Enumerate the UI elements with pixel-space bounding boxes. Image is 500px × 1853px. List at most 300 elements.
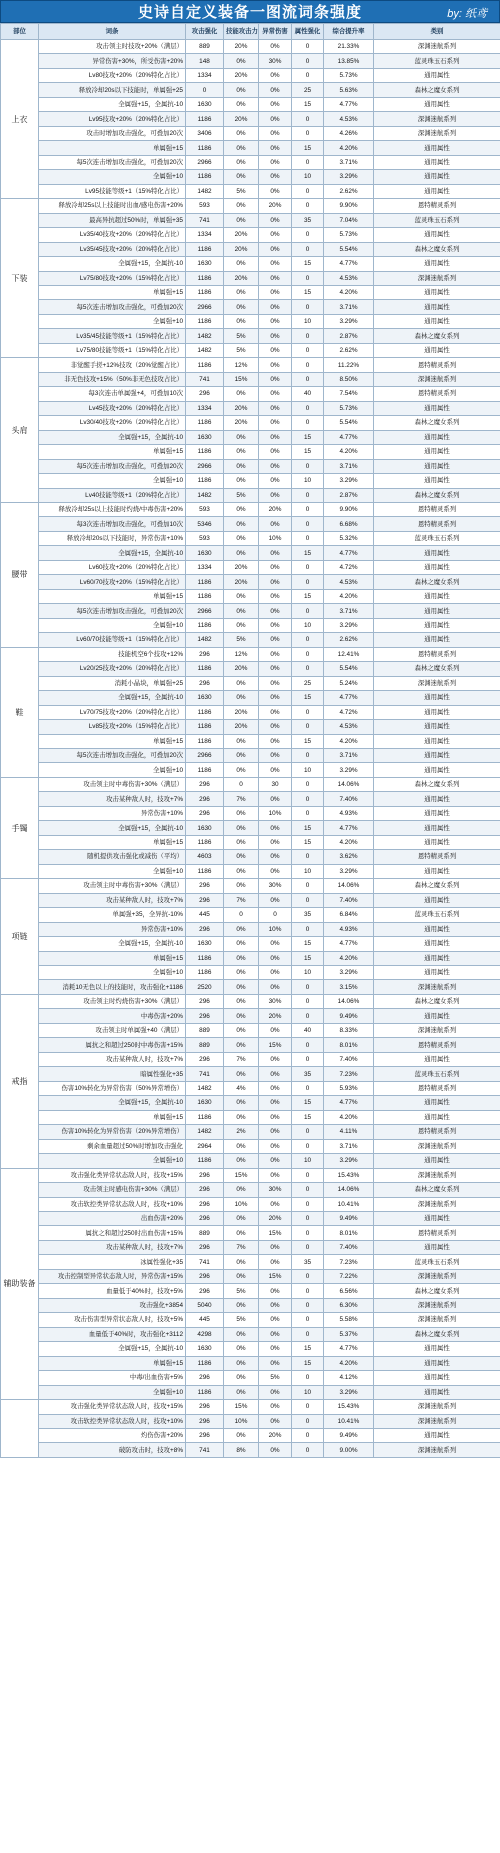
atk-cell: 296	[186, 676, 224, 690]
status-cell: 20%	[259, 1009, 292, 1023]
atk-cell: 1186	[186, 314, 224, 328]
atk-cell: 1186	[186, 285, 224, 299]
status-cell: 10%	[259, 922, 292, 936]
atk-cell: 445	[186, 908, 224, 922]
table-row	[1, 285, 500, 299]
status-cell: 0%	[259, 763, 292, 777]
table-row	[1, 879, 500, 893]
element-cell: 0	[292, 242, 324, 256]
gain-cell: 3.29%	[324, 763, 374, 777]
status-cell: 0%	[259, 560, 292, 574]
atk-cell: 741	[186, 1255, 224, 1269]
affix-cell: 释放冷却20s以下技能时，异常伤害+10%	[39, 531, 186, 545]
affix-cell: 破防攻击时，技攻+8%	[39, 1443, 186, 1457]
atk-cell: 1630	[186, 937, 224, 951]
category-cell: 森林之魔女系列	[374, 994, 500, 1008]
gain-cell: 5.58%	[324, 1313, 374, 1327]
status-cell: 0	[259, 908, 292, 922]
gain-cell: 4.53%	[324, 271, 374, 285]
atk-cell: 296	[186, 387, 224, 401]
affix-cell: 释放冷却20s以下技能时，单属强+25	[39, 83, 186, 97]
element-cell: 15	[292, 1096, 324, 1110]
category-cell: 森林之魔女系列	[374, 488, 500, 502]
status-cell: 0%	[259, 1255, 292, 1269]
slot-cell: 辅助装备	[1, 1168, 39, 1400]
gain-cell: 4.20%	[324, 1356, 374, 1370]
element-cell: 15	[292, 445, 324, 459]
affix-cell: 全属强+10	[39, 1385, 186, 1399]
table-row	[1, 1298, 500, 1312]
gain-cell: 3.71%	[324, 300, 374, 314]
atk-cell: 296	[186, 1197, 224, 1211]
atk-cell: 1186	[186, 864, 224, 878]
atk-cell: 296	[186, 1284, 224, 1298]
category-cell: 通用属性	[374, 68, 500, 82]
element-cell: 25	[292, 676, 324, 690]
sheet-title: 史诗自定义装备一图流词条强度	[137, 4, 362, 21]
skill-cell: 0%	[224, 1154, 259, 1168]
slot-cell: 手镯	[1, 777, 39, 878]
element-cell: 0	[292, 1211, 324, 1225]
affix-cell: Lv75/80技能等级+1（15%特化占比）	[39, 343, 186, 357]
table-row	[1, 763, 500, 777]
status-cell: 0%	[259, 40, 292, 54]
element-cell: 15	[292, 546, 324, 560]
skill-cell: 0%	[224, 199, 259, 213]
affix-cell: 异常伤害+10%	[39, 922, 186, 936]
table-row	[1, 589, 500, 603]
skill-cell: 12%	[224, 358, 259, 372]
table-row	[1, 1211, 500, 1225]
atk-cell: 2966	[186, 604, 224, 618]
table-row	[1, 1269, 500, 1283]
category-cell: 通用属性	[374, 1429, 500, 1443]
gain-cell: 14.06%	[324, 1183, 374, 1197]
affix-cell: 全属强+10	[39, 314, 186, 328]
skill-cell: 0%	[224, 1009, 259, 1023]
table-row	[1, 1023, 500, 1037]
status-cell: 0%	[259, 1385, 292, 1399]
table-row	[1, 850, 500, 864]
element-cell: 0	[292, 850, 324, 864]
atk-cell: 1186	[186, 835, 224, 849]
table-row	[1, 517, 500, 531]
affix-cell: 攻击领主时中毒伤害+30%（满层）	[39, 879, 186, 893]
table-row	[1, 676, 500, 690]
gain-cell: 9.90%	[324, 503, 374, 517]
status-cell: 0%	[259, 141, 292, 155]
gain-cell: 3.71%	[324, 459, 374, 473]
category-cell: 通用属性	[374, 1154, 500, 1168]
status-cell: 0%	[259, 1298, 292, 1312]
atk-cell: 1186	[186, 358, 224, 372]
affix-cell: 非无色技攻+15%（50%非无色技攻占比）	[39, 372, 186, 386]
table-row	[1, 604, 500, 618]
affix-cell: 攻击领主时灼烧伤害+30%（满层）	[39, 994, 186, 1008]
status-cell: 30%	[259, 879, 292, 893]
gain-cell: 6.30%	[324, 1298, 374, 1312]
status-cell: 0%	[259, 980, 292, 994]
skill-cell: 20%	[224, 416, 259, 430]
element-cell: 15	[292, 835, 324, 849]
affix-cell: 全属强+10	[39, 170, 186, 184]
table-row	[1, 401, 500, 415]
element-cell: 15	[292, 285, 324, 299]
status-cell: 0%	[259, 488, 292, 502]
skill-cell: 0%	[224, 445, 259, 459]
gain-cell: 5.93%	[324, 1081, 374, 1095]
skill-cell: 0%	[224, 285, 259, 299]
category-cell: 深渊迷航系列	[374, 40, 500, 54]
skill-cell: 0%	[224, 763, 259, 777]
category-cell: 深渊迷航系列	[374, 1023, 500, 1037]
atk-cell: 1482	[186, 1081, 224, 1095]
atk-cell: 1186	[186, 141, 224, 155]
gain-cell: 5.54%	[324, 662, 374, 676]
table-row	[1, 1067, 500, 1081]
skill-cell: 0%	[224, 170, 259, 184]
atk-cell: 889	[186, 1038, 224, 1052]
table-row	[1, 488, 500, 502]
skill-cell: 5%	[224, 633, 259, 647]
affix-cell: 单属强+15	[39, 445, 186, 459]
category-cell: 通用属性	[374, 430, 500, 444]
skill-cell: 5%	[224, 184, 259, 198]
gain-cell: 14.06%	[324, 879, 374, 893]
status-cell: 15%	[259, 1038, 292, 1052]
table-row	[1, 1400, 500, 1414]
category-cell: 森林之魔女系列	[374, 83, 500, 97]
atk-cell: 1630	[186, 430, 224, 444]
status-cell: 0%	[259, 1081, 292, 1095]
category-cell: 深渊迷航系列	[374, 126, 500, 140]
atk-cell: 1334	[186, 401, 224, 415]
skill-cell: 0%	[224, 821, 259, 835]
skill-cell: 0%	[224, 1139, 259, 1153]
status-cell: 0%	[259, 343, 292, 357]
element-cell: 15	[292, 691, 324, 705]
table-row	[1, 387, 500, 401]
table-row	[1, 40, 500, 54]
status-cell: 0%	[259, 575, 292, 589]
element-cell: 0	[292, 54, 324, 68]
table-row	[1, 1371, 500, 1385]
element-cell: 0	[292, 1038, 324, 1052]
atk-cell: 1186	[186, 662, 224, 676]
skill-cell: 5%	[224, 1313, 259, 1327]
category-cell: 通用属性	[374, 1342, 500, 1356]
status-cell: 0%	[259, 445, 292, 459]
header-row	[1, 24, 500, 40]
gain-cell: 3.71%	[324, 604, 374, 618]
affix-cell: 单属强+15	[39, 1110, 186, 1124]
table-row	[1, 1240, 500, 1254]
category-cell: 通用属性	[374, 691, 500, 705]
gain-cell: 4.77%	[324, 937, 374, 951]
affix-cell: 攻击强化+3854	[39, 1298, 186, 1312]
element-cell: 0	[292, 1443, 324, 1457]
affix-cell: Lv35/45技能等级+1（15%特化占比）	[39, 329, 186, 343]
skill-cell: 0%	[224, 155, 259, 169]
element-cell: 0	[292, 184, 324, 198]
affix-cell: 伤害10%转化为异常伤害（20%异常增伤）	[39, 1125, 186, 1139]
element-cell: 25	[292, 83, 324, 97]
atk-cell: 1630	[186, 1342, 224, 1356]
table-row	[1, 314, 500, 328]
element-cell: 10	[292, 966, 324, 980]
atk-cell: 593	[186, 199, 224, 213]
category-cell: 通用属性	[374, 474, 500, 488]
category-cell: 通用属性	[374, 184, 500, 198]
status-cell: 15%	[259, 1269, 292, 1283]
skill-cell: 5%	[224, 1284, 259, 1298]
status-cell: 0%	[259, 676, 292, 690]
gain-cell: 5.24%	[324, 676, 374, 690]
affix-cell: 全属强+10	[39, 966, 186, 980]
skill-cell: 20%	[224, 575, 259, 589]
category-cell: 通用属性	[374, 720, 500, 734]
gain-cell: 7.40%	[324, 792, 374, 806]
skill-cell: 20%	[224, 40, 259, 54]
element-cell: 0	[292, 1081, 324, 1095]
table-row	[1, 835, 500, 849]
status-cell: 0%	[259, 792, 292, 806]
status-cell: 0%	[259, 228, 292, 242]
status-cell: 20%	[259, 199, 292, 213]
atk-cell: 1186	[186, 589, 224, 603]
affix-cell: Lv80技攻+20%（20%特化占比）	[39, 68, 186, 82]
atk-cell: 2966	[186, 459, 224, 473]
category-cell: 蓝灵珠玉石系列	[374, 1255, 500, 1269]
affix-cell: 异常伤害+10%	[39, 806, 186, 820]
atk-cell: 741	[186, 1067, 224, 1081]
atk-cell: 1630	[186, 257, 224, 271]
element-cell: 40	[292, 1023, 324, 1037]
skill-cell: 0%	[224, 1342, 259, 1356]
atk-cell: 148	[186, 54, 224, 68]
affix-cell: 每5次连击增加攻击强化，可叠加20次	[39, 748, 186, 762]
gain-cell: 3.29%	[324, 1385, 374, 1399]
element-cell: 0	[292, 647, 324, 661]
element-cell: 35	[292, 1255, 324, 1269]
table-row	[1, 1385, 500, 1399]
element-cell: 0	[292, 300, 324, 314]
skill-cell: 0%	[224, 126, 259, 140]
element-cell: 0	[292, 720, 324, 734]
gain-cell: 10.41%	[324, 1197, 374, 1211]
affix-cell: 攻击领主时单属强+40（满层）	[39, 1023, 186, 1037]
atk-cell: 296	[186, 1371, 224, 1385]
category-cell: 深渊迷航系列	[374, 676, 500, 690]
category-cell: 通用属性	[374, 170, 500, 184]
status-cell: 0%	[259, 271, 292, 285]
affix-cell: 全属强+15，全属抗-10	[39, 546, 186, 560]
table-row	[1, 966, 500, 980]
table-row	[1, 1096, 500, 1110]
skill-cell: 0%	[224, 1385, 259, 1399]
category-cell: 深渊迷航系列	[374, 1269, 500, 1283]
element-cell: 0	[292, 488, 324, 502]
gain-cell: 4.12%	[324, 1371, 374, 1385]
slot-cell: 项链	[1, 879, 39, 995]
element-cell: 0	[292, 1284, 324, 1298]
skill-cell: 20%	[224, 560, 259, 574]
affix-cell: 中毒/出血伤害+5%	[39, 1371, 186, 1385]
status-cell: 30%	[259, 994, 292, 1008]
affix-cell: 全属强+15，全属抗-10	[39, 1096, 186, 1110]
status-cell: 0%	[259, 748, 292, 762]
status-cell: 0%	[259, 1400, 292, 1414]
category-cell: 恩特精灵系列	[374, 850, 500, 864]
atk-cell: 296	[186, 1429, 224, 1443]
skill-cell: 0%	[224, 387, 259, 401]
atk-cell: 2966	[186, 155, 224, 169]
status-cell: 0%	[259, 1110, 292, 1124]
status-cell: 0%	[259, 329, 292, 343]
status-cell: 0%	[259, 257, 292, 271]
atk-cell: 0	[186, 83, 224, 97]
gain-cell: 4.77%	[324, 430, 374, 444]
atk-cell: 3406	[186, 126, 224, 140]
element-cell: 0	[292, 155, 324, 169]
gain-cell: 7.54%	[324, 387, 374, 401]
category-cell: 通用属性	[374, 1385, 500, 1399]
affix-cell: 全属强+15，全属抗-10	[39, 97, 186, 111]
element-cell: 40	[292, 387, 324, 401]
category-cell: 通用属性	[374, 1009, 500, 1023]
gain-cell: 8.01%	[324, 1226, 374, 1240]
atk-cell: 1334	[186, 68, 224, 82]
element-cell: 10	[292, 763, 324, 777]
table-row	[1, 575, 500, 589]
table-row	[1, 1183, 500, 1197]
gain-cell: 8.33%	[324, 1023, 374, 1037]
slot-cell: 上衣	[1, 40, 39, 199]
table-row	[1, 1139, 500, 1153]
atk-cell: 1186	[186, 705, 224, 719]
category-cell: 深渊迷航系列	[374, 1313, 500, 1327]
affix-cell: 每5次连击增加攻击强化，可叠加20次	[39, 300, 186, 314]
skill-cell: 0%	[224, 1269, 259, 1283]
gain-cell: 3.29%	[324, 474, 374, 488]
element-cell: 0	[292, 633, 324, 647]
skill-cell: 0%	[224, 966, 259, 980]
atk-cell: 296	[186, 1168, 224, 1182]
affix-cell: 释放冷却25s以上技能时出血/感电伤害+20%	[39, 199, 186, 213]
skill-cell: 0%	[224, 937, 259, 951]
category-cell: 森林之魔女系列	[374, 329, 500, 343]
skill-cell: 0%	[224, 734, 259, 748]
gain-cell: 15.43%	[324, 1400, 374, 1414]
gain-cell: 3.29%	[324, 314, 374, 328]
table-row	[1, 531, 500, 545]
affix-cell: 全属强+15，全属抗-10	[39, 257, 186, 271]
element-cell: 0	[292, 806, 324, 820]
affix-cell: 攻击某种敌人时，技攻+7%	[39, 893, 186, 907]
skill-cell: 0%	[224, 1255, 259, 1269]
table-row	[1, 329, 500, 343]
category-cell: 深渊迷航系列	[374, 1443, 500, 1457]
skill-cell: 0%	[224, 835, 259, 849]
element-cell: 0	[292, 922, 324, 936]
affix-cell: 非觉醒手搓+12%技攻（20%觉醒占比）	[39, 358, 186, 372]
table-row	[1, 416, 500, 430]
gain-cell: 7.22%	[324, 1269, 374, 1283]
gain-cell: 4.26%	[324, 126, 374, 140]
element-cell: 0	[292, 1298, 324, 1312]
status-cell: 0%	[259, 1139, 292, 1153]
table-row	[1, 1110, 500, 1124]
skill-cell: 0%	[224, 430, 259, 444]
element-cell: 15	[292, 734, 324, 748]
skill-cell: 20%	[224, 242, 259, 256]
atk-cell: 1186	[186, 474, 224, 488]
element-cell: 0	[292, 358, 324, 372]
gain-cell: 9.49%	[324, 1009, 374, 1023]
category-cell: 森林之魔女系列	[374, 1183, 500, 1197]
table-row	[1, 1168, 500, 1182]
category-cell: 通用属性	[374, 546, 500, 560]
gain-cell: 2.62%	[324, 343, 374, 357]
skill-cell: 0%	[224, 980, 259, 994]
atk-cell: 1186	[186, 170, 224, 184]
affix-cell: 伤害10%转化为异常伤害（50%异常增伤）	[39, 1081, 186, 1095]
author-signature: by: 纸鸢	[447, 8, 487, 20]
status-cell: 0%	[259, 358, 292, 372]
skill-cell: 0%	[224, 531, 259, 545]
atk-cell: 1186	[186, 951, 224, 965]
status-cell: 0%	[259, 705, 292, 719]
affix-cell: Lv75/80技攻+20%（15%特化占比）	[39, 271, 186, 285]
category-cell: 通用属性	[374, 285, 500, 299]
status-cell: 0%	[259, 459, 292, 473]
skill-cell: 0%	[224, 257, 259, 271]
element-cell: 0	[292, 777, 324, 791]
skill-cell: 7%	[224, 792, 259, 806]
category-cell: 恩特精灵系列	[374, 503, 500, 517]
gain-cell: 9.49%	[324, 1429, 374, 1443]
table-row	[1, 1313, 500, 1327]
table-row	[1, 1342, 500, 1356]
element-cell: 0	[292, 1327, 324, 1341]
skill-cell: 0%	[224, 922, 259, 936]
atk-cell: 1630	[186, 1096, 224, 1110]
category-cell: 通用属性	[374, 734, 500, 748]
gain-cell: 3.29%	[324, 170, 374, 184]
status-cell: 0%	[259, 83, 292, 97]
skill-cell: 0%	[224, 994, 259, 1008]
status-cell: 0%	[259, 372, 292, 386]
element-cell: 35	[292, 213, 324, 227]
element-cell: 0	[292, 401, 324, 415]
category-cell: 蓝灵珠玉石系列	[374, 1067, 500, 1081]
gain-cell: 4.77%	[324, 97, 374, 111]
status-cell: 0%	[259, 474, 292, 488]
atk-cell: 889	[186, 1226, 224, 1240]
status-cell: 0%	[259, 1125, 292, 1139]
affix-cell: 每3次连击增加攻击强化，可叠加10次	[39, 517, 186, 531]
atk-cell: 1482	[186, 1125, 224, 1139]
status-cell: 0%	[259, 300, 292, 314]
table-row	[1, 1284, 500, 1298]
element-cell: 15	[292, 821, 324, 835]
skill-cell: 0%	[224, 1038, 259, 1052]
element-cell: 10	[292, 864, 324, 878]
atk-cell: 1630	[186, 691, 224, 705]
category-cell: 深渊迷航系列	[374, 271, 500, 285]
category-cell: 通用属性	[374, 228, 500, 242]
skill-cell: 10%	[224, 1414, 259, 1428]
